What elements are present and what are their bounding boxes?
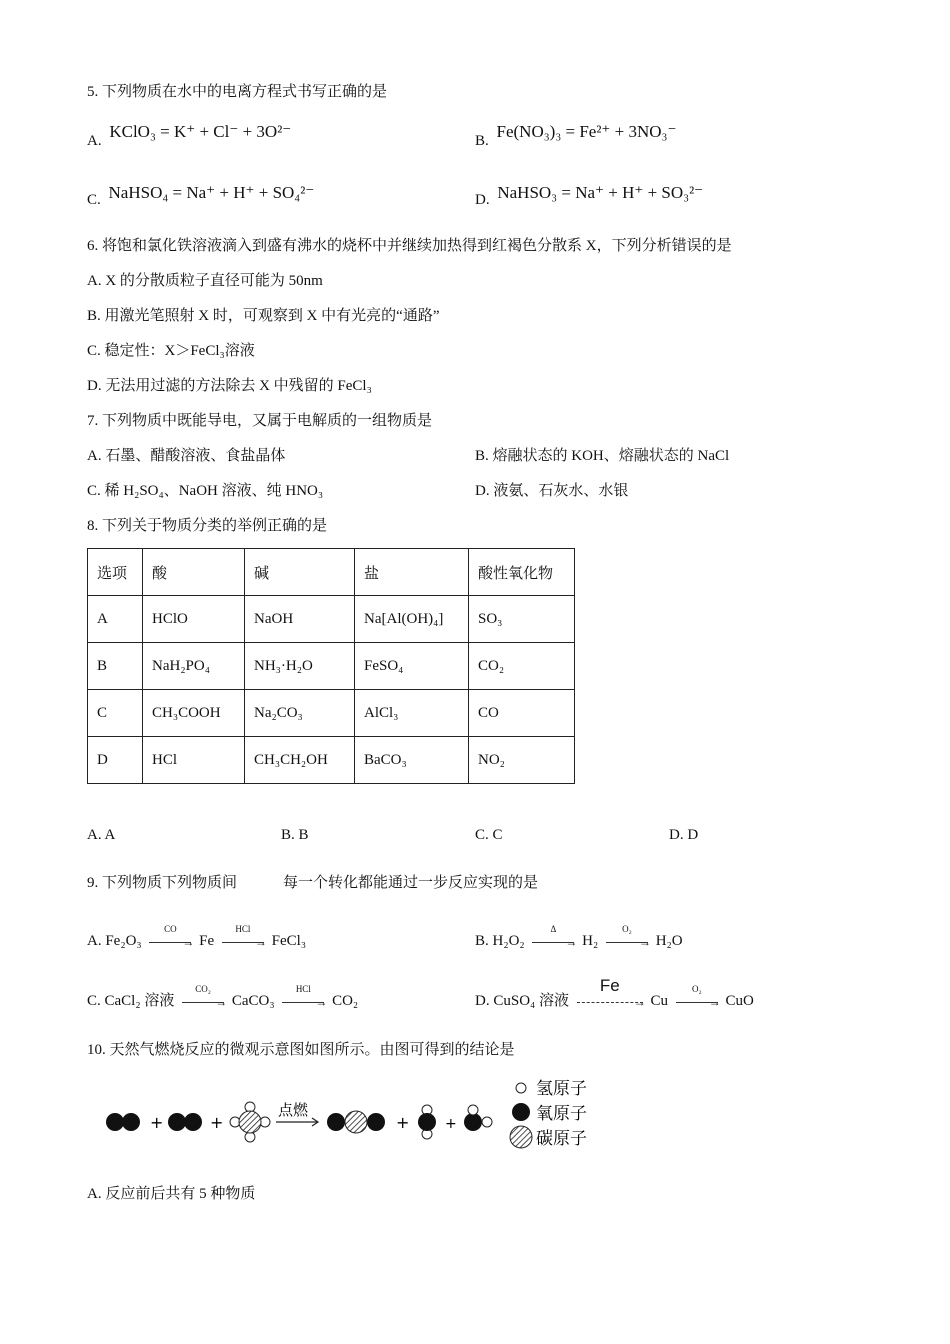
reaction-arrow bbox=[276, 1118, 318, 1126]
q9-option-a bbox=[87, 923, 307, 951]
q5-d-equation: NaHSO₃ = Na⁺ + H⁺ + SO₃²⁻ bbox=[497, 183, 704, 202]
table-cell: AlCl₃ bbox=[355, 690, 469, 737]
arrow-condition: HCl bbox=[295, 983, 311, 994]
table-cell: 酸性氧化物 bbox=[469, 549, 575, 596]
legend-oxygen: 氧原子 bbox=[536, 1104, 587, 1124]
legend-carbon: 碳原子 bbox=[536, 1129, 587, 1149]
table-cell: A bbox=[88, 596, 143, 643]
q9-stem-part1: 9. 下列物质下列物质间 bbox=[87, 875, 238, 891]
q6-option-b: B. 用激光笔照射 X 时，可观察到 X 中有光亮的“通路” bbox=[87, 308, 440, 324]
table-cell: NO₂ bbox=[469, 737, 575, 784]
q9-a-substance3: FeCl₃ bbox=[271, 933, 307, 949]
table-cell: 选项 bbox=[88, 549, 143, 596]
table-cell: CO bbox=[469, 690, 575, 737]
q5-option-d bbox=[475, 178, 703, 210]
q6-option-a: A. X 的分散质粒子直径可能为 50nm bbox=[87, 273, 323, 289]
q9-d-label: D. bbox=[475, 993, 490, 1009]
table-cell: CO₂ bbox=[469, 643, 575, 690]
table-row bbox=[88, 643, 575, 690]
q9-stem-part2: 每一个转化都能通过一步反应实现的是 bbox=[283, 875, 539, 891]
arrow-condition: CO₂ bbox=[195, 983, 211, 994]
table-cell: 酸 bbox=[143, 549, 245, 596]
q5-option-b bbox=[475, 119, 676, 151]
reaction-condition: 点燃 bbox=[278, 1101, 309, 1119]
q9-a-label: A. bbox=[87, 933, 102, 949]
q9-option-d bbox=[475, 975, 754, 1011]
table-header-row bbox=[88, 549, 575, 596]
q8-stem: 8. 下列关于物质分类的举例正确的是 bbox=[87, 518, 328, 534]
plus-sign: + bbox=[210, 1113, 224, 1132]
q8-option-a: A. A bbox=[87, 827, 116, 843]
table-cell: HCl bbox=[143, 737, 245, 784]
table-cell: SO₃ bbox=[469, 596, 575, 643]
methane-molecule bbox=[230, 1102, 270, 1142]
reaction-arrow: CO → bbox=[149, 935, 191, 949]
plus-sign: + bbox=[445, 1116, 457, 1132]
q5-option-a bbox=[87, 119, 291, 151]
table-cell: C bbox=[88, 690, 143, 737]
q9-d-substance2: Cu bbox=[650, 993, 669, 1009]
reaction-arrow: CO₂ → bbox=[182, 995, 224, 1009]
q7-option-c: C. 稀 H₂SO₄、NaOH 溶液、纯 HNO₃ bbox=[87, 483, 324, 499]
q9-a-substance1: Fe₂O₃ bbox=[105, 933, 142, 949]
q6-option-c: C. 稳定性：X＞FeCl₃溶液 bbox=[87, 343, 255, 359]
q7-option-d: D. 液氨、石灰水、水银 bbox=[475, 483, 629, 499]
table-cell: BaCO₃ bbox=[355, 737, 469, 784]
oxygen-molecule bbox=[168, 1113, 202, 1131]
reaction-arrow: O₂ → bbox=[676, 995, 718, 1009]
q5-d-label: D. bbox=[475, 192, 490, 208]
oxygen-molecule bbox=[106, 1113, 140, 1131]
reaction-arrow: Δ → bbox=[532, 935, 574, 949]
q8-option-b: B. B bbox=[281, 827, 309, 843]
combustion-diagram bbox=[100, 1075, 620, 1155]
table-row bbox=[88, 690, 575, 737]
table-cell: CH₃COOH bbox=[143, 690, 245, 737]
q6-stem: 6. 将饱和氯化铁溶液滴入到盛有沸水的烧杯中并继续加热得到红褐色分散系 X，下列分析错误的是 bbox=[87, 238, 732, 254]
water-molecule bbox=[464, 1105, 492, 1131]
table-cell: NaH₂PO₄ bbox=[143, 643, 245, 690]
table-cell: Na[Al(OH)₄] bbox=[355, 596, 469, 643]
q5-a-equation: KClO₃ = K⁺ + Cl⁻ + 3O²⁻ bbox=[109, 122, 292, 141]
q9-d-substance3: CuO bbox=[725, 993, 754, 1009]
q5-c-equation: NaHSO₄ = Na⁺ + H⁺ + SO₄²⁻ bbox=[108, 183, 315, 202]
q10-stem: 10. 天然气燃烧反应的微观示意图如图所示。由图可得到的结论是 bbox=[87, 1042, 515, 1058]
q9-b-label: B. bbox=[475, 933, 489, 949]
reaction-arrow: O₂ → bbox=[606, 935, 648, 949]
q7-option-b: B. 熔融状态的 KOH、熔融状态的 NaCl bbox=[475, 448, 730, 464]
reaction-arrow: HCl → bbox=[222, 935, 264, 949]
table-cell: NaOH bbox=[245, 596, 355, 643]
q9-option-c bbox=[87, 983, 359, 1011]
q5-c-label: C. bbox=[87, 192, 101, 208]
q5-a-label: A. bbox=[87, 133, 102, 149]
plus-sign: + bbox=[150, 1113, 164, 1132]
q9-c-label: C. bbox=[87, 993, 101, 1009]
table-cell: D bbox=[88, 737, 143, 784]
table-cell: FeSO₄ bbox=[355, 643, 469, 690]
q8-option-c: C. C bbox=[475, 827, 503, 843]
q9-stem bbox=[87, 873, 538, 893]
arrow-condition: Fe bbox=[599, 975, 620, 995]
table-cell: Na₂CO₃ bbox=[245, 690, 355, 737]
arrow-condition: Δ bbox=[550, 923, 557, 934]
legend-hydrogen: 氢原子 bbox=[536, 1079, 587, 1099]
table-cell: HClO bbox=[143, 596, 245, 643]
q9-option-b bbox=[475, 923, 683, 951]
table-cell: 碱 bbox=[245, 549, 355, 596]
q9-b-substance2: H₂ bbox=[582, 933, 599, 949]
table-cell: CH₃CH₂OH bbox=[245, 737, 355, 784]
arrow-condition: O₂ bbox=[691, 983, 702, 994]
arrow-condition: CO bbox=[164, 923, 177, 934]
table-cell: 盐 bbox=[355, 549, 469, 596]
reaction-arrow: Fe → bbox=[577, 995, 643, 1009]
q5-stem: 5. 下列物质在水中的电离方程式书写正确的是 bbox=[87, 84, 388, 100]
q9-c-substance3: CO₂ bbox=[332, 993, 359, 1009]
q9-c-substance2: CaCO₃ bbox=[231, 993, 275, 1009]
q6-option-d: D. 无法用过滤的方法除去 X 中残留的 FeCl₃ bbox=[87, 378, 372, 394]
q9-d-substance1: CuSO₄ 溶液 bbox=[493, 993, 570, 1009]
carbon-dioxide-molecule bbox=[327, 1111, 385, 1133]
q9-b-substance3: H₂O bbox=[655, 933, 683, 949]
q9-b-substance1: H₂O₂ bbox=[492, 933, 525, 949]
arrow-condition: O₂ bbox=[622, 923, 632, 934]
water-molecule bbox=[418, 1105, 436, 1139]
classification-table bbox=[87, 548, 575, 784]
q7-option-a: A. 石墨、醋酸溶液、食盐晶体 bbox=[87, 448, 286, 464]
q8-option-d: D. D bbox=[669, 827, 699, 843]
reaction-arrow: HCl → bbox=[282, 995, 324, 1009]
q7-stem: 7. 下列物质中既能导电，又属于电解质的一组物质是 bbox=[87, 413, 433, 429]
table-cell: B bbox=[88, 643, 143, 690]
q5-option-c bbox=[87, 178, 314, 210]
table-cell: NH₃·H₂O bbox=[245, 643, 355, 690]
q5-b-equation: Fe(NO₃)₃ = Fe²⁺ + 3NO₃⁻ bbox=[496, 122, 677, 141]
q5-b-label: B. bbox=[475, 133, 489, 149]
q9-c-substance1: CaCl₂ 溶液 bbox=[104, 993, 175, 1009]
q9-a-substance2: Fe bbox=[199, 933, 215, 949]
q10-option-a: A. 反应前后共有 5 种物质 bbox=[87, 1186, 256, 1202]
table-row bbox=[88, 737, 575, 784]
table-row bbox=[88, 596, 575, 643]
diagram-legend bbox=[510, 1079, 587, 1149]
plus-sign: + bbox=[396, 1113, 410, 1132]
arrow-condition: HCl bbox=[235, 923, 251, 934]
